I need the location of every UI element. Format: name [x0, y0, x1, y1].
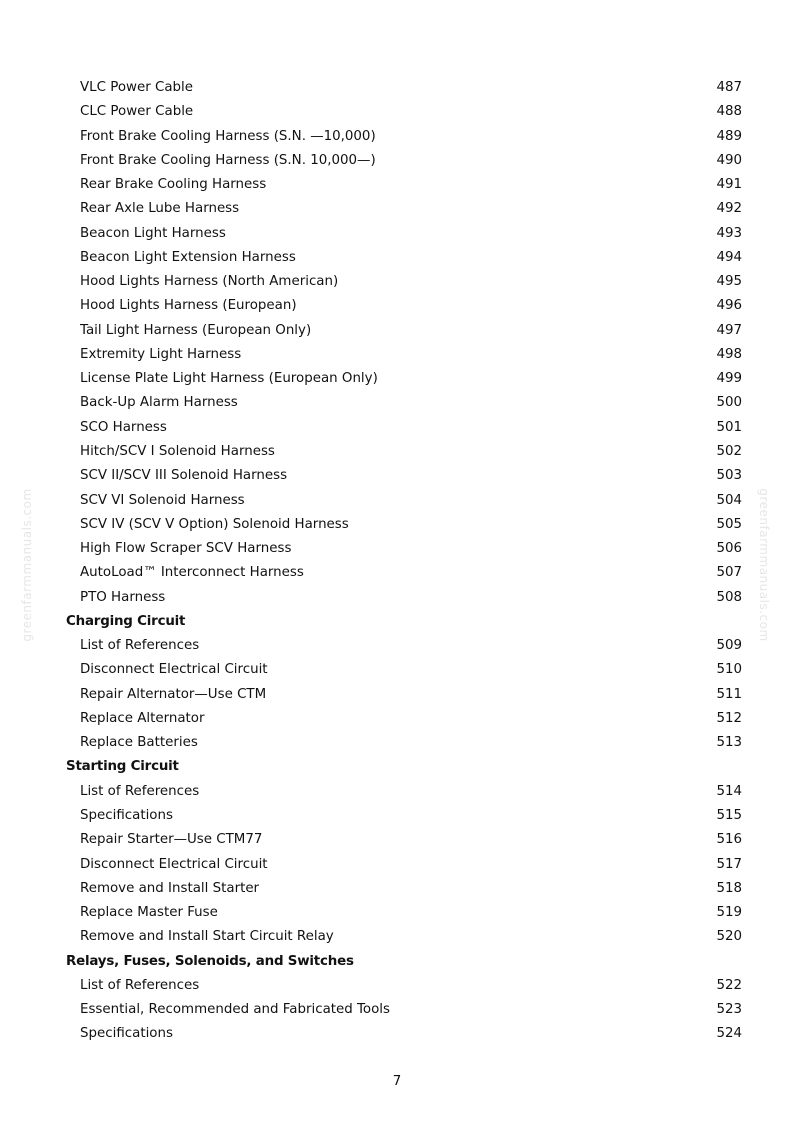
table-of-contents [66, 76, 742, 1047]
entry-page-number: 512 [716, 710, 742, 726]
entry-page-number: 514 [716, 783, 742, 799]
entry-page-number: 498 [716, 346, 742, 362]
toc-entry[interactable] [66, 125, 742, 149]
entry-title: VLC Power Cable [80, 80, 193, 95]
toc-section-heading [66, 950, 742, 974]
toc-entry[interactable] [66, 804, 742, 828]
toc-entry[interactable] [66, 731, 742, 755]
toc-entry[interactable] [66, 780, 742, 804]
toc-entry[interactable] [66, 197, 742, 221]
entry-page-number: 519 [716, 905, 742, 921]
entry-title: High Flow Scraper SCV Harness [80, 541, 292, 557]
entry-page-number: 487 [716, 80, 742, 95]
entry-title: Beacon Light Harness [80, 225, 226, 241]
entry-title: SCV IV (SCV V Option) Solenoid Harness [80, 516, 349, 532]
toc-entry[interactable] [66, 173, 742, 197]
toc-entry[interactable] [66, 586, 742, 610]
toc-entry[interactable] [66, 853, 742, 877]
toc-entry[interactable] [66, 1022, 742, 1046]
entry-page-number: 507 [716, 565, 742, 581]
entry-page-number: 496 [716, 298, 742, 314]
entry-title: Essential, Recommended and Fabricated Tools [80, 1002, 391, 1018]
entry-title: Specifications [80, 1026, 173, 1042]
toc-entry[interactable] [66, 246, 742, 270]
watermark-left: greenfarmmanuals.com [20, 488, 34, 642]
toc-entry[interactable] [66, 270, 742, 294]
toc-entry[interactable] [66, 343, 742, 367]
toc-entry[interactable] [66, 76, 742, 100]
toc-entry[interactable] [66, 901, 742, 925]
entry-title: License Plate Light Harness (European Only) [80, 371, 378, 387]
entry-page-number: 497 [716, 322, 742, 338]
entry-title: Repair Alternator—Use CTM [80, 686, 267, 702]
entry-page-number: 520 [716, 929, 742, 945]
entry-page-number: 517 [716, 856, 742, 872]
entry-title: CLC Power Cable [80, 104, 194, 120]
entry-page-number: 524 [716, 1026, 742, 1042]
entry-title: Specifications [80, 807, 173, 823]
toc-entry[interactable] [66, 367, 742, 391]
entry-page-number: 500 [716, 395, 742, 411]
entry-page-number: 499 [716, 371, 742, 387]
entry-title: Replace Alternator [80, 710, 205, 726]
entry-page-number: 495 [716, 274, 742, 290]
entry-title: Back-Up Alarm Harness [80, 395, 238, 411]
toc-entry[interactable] [66, 513, 742, 537]
entry-page-number: 505 [716, 516, 742, 532]
entry-page-number: 511 [716, 686, 742, 702]
toc-entry[interactable] [66, 149, 742, 173]
entry-page-number: 494 [716, 249, 742, 265]
toc-entry[interactable] [66, 658, 742, 682]
section-title: Charging Circuit [66, 613, 186, 629]
entry-page-number: 506 [716, 541, 742, 557]
toc-section-heading [66, 610, 742, 634]
entry-page-number: 513 [716, 735, 742, 751]
entry-page-number: 510 [716, 662, 742, 678]
toc-entry[interactable] [66, 634, 742, 658]
entry-title: List of References [80, 977, 200, 993]
toc-entry[interactable] [66, 925, 742, 949]
entry-page-number: 492 [716, 201, 742, 217]
entry-page-number: 515 [716, 807, 742, 823]
toc-entry[interactable] [66, 561, 742, 585]
entry-title: List of References [80, 783, 200, 799]
entry-page-number: 504 [716, 492, 742, 508]
toc-section-heading [66, 755, 742, 779]
entry-title: Disconnect Electrical Circuit [80, 662, 268, 678]
entry-title: Hitch/SCV I Solenoid Harness [80, 443, 275, 459]
entry-title: Hood Lights Harness (European) [80, 298, 297, 314]
toc-entry[interactable] [66, 998, 742, 1022]
page-number: 7 [392, 1074, 402, 1089]
entry-page-number: 502 [716, 443, 742, 459]
entry-page-number: 508 [716, 589, 742, 605]
entry-title: Tail Light Harness (European Only) [80, 322, 312, 338]
toc-entry[interactable] [66, 440, 742, 464]
entry-title: Remove and Install Start Circuit Relay [80, 929, 334, 945]
toc-entry[interactable] [66, 294, 742, 318]
section-title: Relays, Fuses, Solenoids, and Switches [66, 953, 354, 969]
entry-title: Replace Batteries [80, 735, 198, 751]
entry-title: SCO Harness [80, 419, 167, 435]
entry-title: List of References [80, 638, 200, 654]
entry-title: Disconnect Electrical Circuit [80, 856, 268, 872]
entry-title: Rear Axle Lube Harness [80, 201, 240, 217]
watermark-right: greenfarmmanuals.com [757, 488, 771, 642]
entry-title: Front Brake Cooling Harness (S.N. 10,000—) [80, 152, 376, 168]
entry-title: Beacon Light Extension Harness [80, 249, 296, 265]
toc-entry[interactable] [66, 100, 742, 124]
entry-page-number: 509 [716, 638, 742, 654]
toc-entry[interactable] [66, 222, 742, 246]
entry-title: SCV II/SCV III Solenoid Harness [80, 468, 288, 484]
toc-entry[interactable] [66, 974, 742, 998]
entry-page-number: 491 [716, 177, 742, 193]
entry-title: Rear Brake Cooling Harness [80, 177, 267, 193]
entry-page-number: 489 [716, 128, 742, 144]
entry-title: AutoLoad™ Interconnect Harness [80, 565, 304, 581]
toc-entry[interactable] [66, 828, 742, 852]
entry-page-number: 501 [716, 419, 742, 435]
entry-page-number: 503 [716, 468, 742, 484]
toc-entry[interactable] [66, 683, 742, 707]
entry-title: Remove and Install Starter [80, 880, 260, 896]
toc-entry[interactable] [66, 319, 742, 343]
entry-page-number: 488 [716, 104, 742, 120]
entry-title: SCV VI Solenoid Harness [80, 492, 245, 508]
entry-title: PTO Harness [80, 589, 166, 605]
entry-page-number: 522 [716, 977, 742, 993]
entry-title: Hood Lights Harness (North American) [80, 274, 339, 290]
entry-page-number: 516 [716, 832, 742, 848]
entry-page-number: 518 [716, 880, 742, 896]
toc-entry[interactable] [66, 416, 742, 440]
toc-entry[interactable] [66, 707, 742, 731]
toc-entry[interactable] [66, 391, 742, 415]
entry-title: Extremity Light Harness [80, 346, 242, 362]
toc-entry[interactable] [66, 537, 742, 561]
entry-page-number: 490 [716, 152, 742, 168]
entry-page-number: 493 [716, 225, 742, 241]
entry-title: Replace Master Fuse [80, 905, 218, 921]
section-title: Starting Circuit [66, 759, 179, 775]
toc-entry[interactable] [66, 489, 742, 513]
entry-page-number: 523 [716, 1002, 742, 1018]
toc-entry[interactable] [66, 464, 742, 488]
entry-title: Front Brake Cooling Harness (S.N. —10,000) [80, 128, 376, 144]
toc-entry[interactable] [66, 877, 742, 901]
entry-title: Repair Starter—Use CTM77 [80, 832, 263, 848]
